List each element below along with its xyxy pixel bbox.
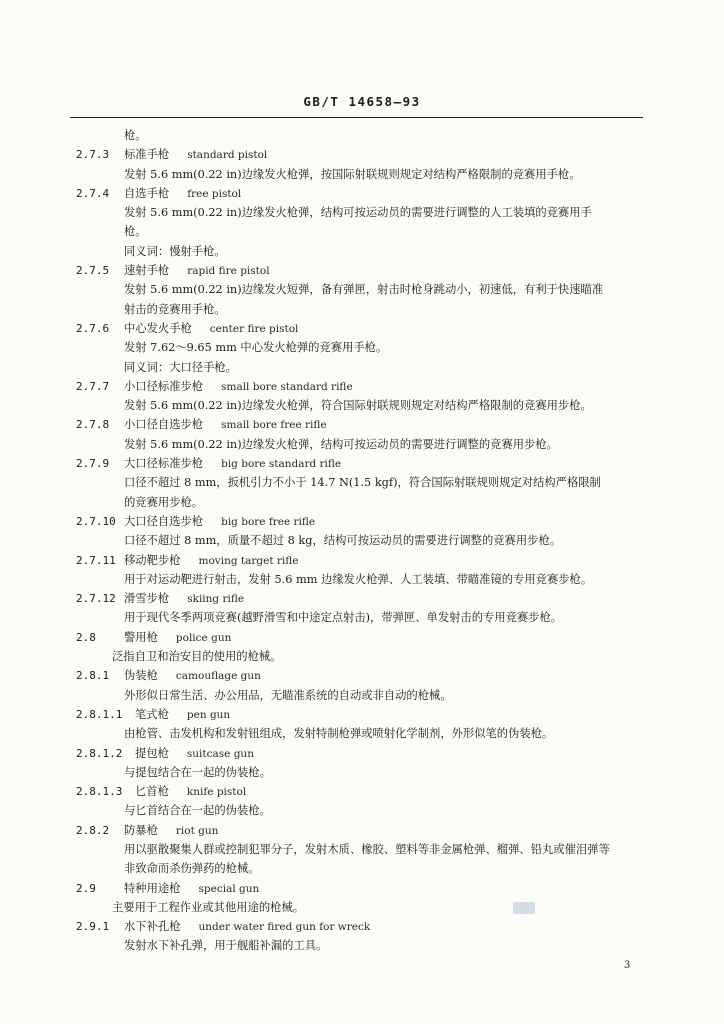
- term-chinese: 标准手枪: [124, 148, 170, 162]
- term-heading: [124, 879, 259, 899]
- definition-text: 用于对运动靶进行射击，发射 5.6 mm 边缘发火枪弹、人工装填、带瞄准镜的专用竞赛步枪。: [124, 572, 593, 586]
- clause-number: 2.7.4: [76, 186, 110, 200]
- term-english: moving target rifle: [198, 554, 299, 567]
- term-entry-heading: [0, 184, 724, 203]
- clause-number: 2.8: [76, 630, 96, 644]
- term-english: free pistol: [187, 187, 242, 200]
- definition-text: 口径不超过 8 mm，质量不超过 8 kg，结构可按运动员的需要进行调整的竞赛用步枪。: [124, 534, 562, 548]
- term-english: skiing rifle: [187, 593, 245, 606]
- definition-text: 射击的竞赛用手枪。: [124, 302, 226, 316]
- term-entry-heading: [0, 589, 724, 608]
- term-chinese: 匕首枪: [135, 785, 169, 799]
- term-chinese: 特种用途枪: [124, 881, 181, 895]
- definition-text: 与匕首结合在一起的伪装枪。: [124, 804, 271, 818]
- term-english: special gun: [198, 882, 260, 895]
- term-heading: [124, 454, 341, 474]
- term-entry-heading: [0, 666, 724, 685]
- definition-line: [0, 570, 724, 589]
- definition-line: [0, 126, 724, 145]
- term-english: big bore standard rifle: [221, 458, 342, 471]
- definition-line: [0, 763, 724, 782]
- term-chinese: 大口径自选步枪: [124, 514, 204, 528]
- term-heading: [124, 821, 218, 841]
- term-chinese: 滑雪步枪: [124, 592, 170, 606]
- clause-number: 2.7.8: [76, 418, 110, 432]
- clause-number: 2.7.7: [76, 379, 110, 393]
- term-chinese: 中心发火手枪: [124, 321, 192, 335]
- term-chinese: 警用枪: [124, 630, 158, 644]
- term-heading: [124, 184, 241, 204]
- term-chinese: 大口径标准步枪: [124, 457, 204, 471]
- term-chinese: 移动靶步枪: [124, 553, 181, 567]
- page-number: 3: [624, 960, 631, 971]
- definition-line: [0, 242, 724, 261]
- term-entry-heading: [0, 512, 724, 531]
- term-english: big bore free rifle: [221, 515, 316, 528]
- term-entry-heading: [0, 415, 724, 434]
- term-entry-heading: [0, 145, 724, 164]
- clause-number: 2.7.9: [76, 457, 110, 471]
- clause-number: 2.8.1.3: [76, 785, 123, 799]
- term-chinese: 水下补孔枪: [124, 920, 181, 934]
- definition-line: [0, 165, 724, 184]
- term-entry-heading: [0, 744, 724, 763]
- definition-text: 泛指自卫和治安目的使用的枪械。: [112, 650, 282, 664]
- clause-number: 2.9.1: [76, 920, 110, 934]
- term-heading: [124, 589, 244, 609]
- clause-number: 2.8.2: [76, 823, 110, 837]
- definition-text: 同义词：慢射手枪。: [124, 244, 226, 258]
- definition-line: [0, 222, 724, 241]
- definition-text: 枪。: [124, 129, 147, 142]
- term-chinese: 笔式枪: [135, 707, 169, 721]
- stamp-mark: [513, 902, 535, 914]
- definition-line: [0, 936, 724, 955]
- term-english: under water fired gun for wreck: [198, 921, 371, 934]
- definition-text: 非致命而杀伤弹药的枪械。: [124, 862, 260, 876]
- definition-line: [0, 647, 724, 666]
- definition-line: [0, 859, 724, 878]
- term-heading: [124, 917, 370, 937]
- header-divider: [70, 117, 643, 118]
- definition-text: 发射 7.62～9.65 mm 中心发火枪弹的竞赛用手枪。: [124, 341, 388, 355]
- term-entry-heading: [0, 782, 724, 801]
- clause-number: 2.8.1.1: [76, 707, 123, 721]
- clause-number: 2.7.12: [76, 592, 116, 606]
- term-entry-heading: [0, 261, 724, 280]
- definition-line: [0, 686, 724, 705]
- definition-text: 与提包结合在一起的伪装枪。: [124, 765, 271, 779]
- clause-number: 2.7.6: [76, 321, 110, 335]
- term-english: knife pistol: [186, 786, 247, 799]
- definition-line: [0, 358, 724, 377]
- term-heading: [124, 628, 231, 648]
- term-entry-heading: [0, 454, 724, 473]
- definition-line: [0, 473, 724, 492]
- term-heading: [124, 551, 298, 571]
- clause-number: 2.7.5: [76, 264, 110, 278]
- term-heading: [135, 782, 246, 802]
- term-entry-heading: [0, 821, 724, 840]
- term-heading: [135, 744, 254, 764]
- term-entry-heading: [0, 319, 724, 338]
- definition-text: 由枪管、击发机构和发射钮组成，发射特制枪弹或喷射化学制剂，外形似笔的伪装枪。: [124, 727, 554, 741]
- term-english: pen gun: [186, 708, 231, 721]
- definition-line: [0, 608, 724, 627]
- term-heading: [124, 319, 298, 339]
- definition-text: 主要用于工程作业或其他用途的枪械。: [112, 900, 305, 914]
- definition-line: [0, 280, 724, 299]
- term-heading: [124, 666, 261, 686]
- clause-number: 2.8.1.2: [76, 746, 123, 760]
- definition-line: [0, 435, 724, 454]
- document-body: [0, 126, 724, 956]
- definition-text: 发射 5.6 mm(0.22 in)边缘发火枪弹，结构可按运动员的需要进行调整的竞赛用步枪。: [124, 437, 558, 451]
- definition-line: [0, 338, 724, 357]
- definition-line: [0, 203, 724, 222]
- term-english: small bore standard rifle: [221, 380, 353, 393]
- term-entry-heading: [0, 377, 724, 396]
- definition-line: [0, 396, 724, 415]
- definition-text: 枪。: [124, 225, 147, 239]
- term-chinese: 小口径标准步枪: [124, 379, 204, 393]
- term-english: suitcase gun: [186, 747, 254, 760]
- clause-number: 2.7.10: [76, 514, 116, 528]
- definition-text: 发射 5.6 mm(0.22 in)边缘发火短弹，备有弹匣，射击时枪身跳动小，初速低，有利于快速瞄准: [124, 283, 604, 297]
- term-entry-heading: [0, 628, 724, 647]
- term-english: rapid fire pistol: [187, 265, 270, 278]
- clause-number: 2.7.11: [76, 553, 116, 567]
- term-chinese: 防暴枪: [124, 823, 158, 837]
- definition-text: 发射 5.6 mm(0.22 in)边缘发火枪弹，符合国际射联规则规定对结构严格限制的竞赛用步枪。: [124, 399, 592, 413]
- term-english: center fire pistol: [209, 322, 299, 335]
- term-chinese: 小口径自选步枪: [124, 418, 204, 432]
- definition-line: [0, 493, 724, 512]
- term-entry-heading: [0, 705, 724, 724]
- term-entry-heading: [0, 917, 724, 936]
- definition-text: 的竞赛用步枪。: [124, 495, 204, 509]
- term-heading: [124, 377, 353, 397]
- definition-line: [0, 724, 724, 743]
- definition-text: 发射水下补孔弹，用于舰船补漏的工具。: [124, 939, 328, 953]
- definition-text: 用于现代冬季两项竞赛(越野滑雪和中途定点射击)，带弹匣、单发射击的专用竞赛步枪。: [124, 611, 563, 625]
- term-entry-heading: [0, 551, 724, 570]
- definition-line: [0, 531, 724, 550]
- definition-line: [0, 801, 724, 820]
- standard-code-header: GB/T 14658—93: [303, 94, 421, 109]
- definition-text: 发射 5.6 mm(0.22 in)边缘发火枪弹，按国际射联规则规定对结构严格限制的竞赛用手枪。: [124, 167, 581, 181]
- definition-text: 口径不超过 8 mm，扳机引力不小于 14.7 N(1.5 kgf)，符合国际射联规则规定对结构严格限制: [124, 476, 601, 490]
- term-entry-heading: [0, 879, 724, 898]
- definition-text: 外形似日常生活、办公用品，无瞄准系统的自动或非自动的枪械。: [124, 688, 452, 702]
- definition-line: [0, 840, 724, 859]
- definition-line: [0, 898, 724, 917]
- clause-number: 2.7.3: [76, 148, 110, 162]
- term-heading: [135, 705, 230, 725]
- term-chinese: 提包枪: [135, 746, 169, 760]
- term-chinese: 速射手枪: [124, 264, 170, 278]
- definition-text: 发射 5.6 mm(0.22 in)边缘发火枪弹，结构可按运动员的需要进行调整的人工装填的竞赛用手: [124, 206, 592, 220]
- definition-text: 同义词：大口径手枪。: [124, 360, 237, 374]
- clause-number: 2.8.1: [76, 669, 110, 683]
- term-heading: [124, 415, 327, 435]
- term-chinese: 伪装枪: [124, 669, 158, 683]
- term-heading: [124, 512, 315, 532]
- term-heading: [124, 145, 267, 165]
- clause-number: 2.9: [76, 881, 96, 895]
- term-english: standard pistol: [187, 149, 268, 162]
- term-english: camouflage gun: [175, 670, 261, 683]
- definition-line: [0, 300, 724, 319]
- term-english: riot gun: [175, 824, 219, 837]
- term-english: police gun: [175, 631, 232, 644]
- term-chinese: 自选手枪: [124, 186, 170, 200]
- definition-text: 用以驱散聚集人群或控制犯罪分子，发射木质、橡胶、塑料等非金属枪弹、榴弹、铅丸或催泪弹等: [124, 842, 610, 856]
- term-english: small bore free rifle: [221, 419, 327, 432]
- term-heading: [124, 261, 270, 281]
